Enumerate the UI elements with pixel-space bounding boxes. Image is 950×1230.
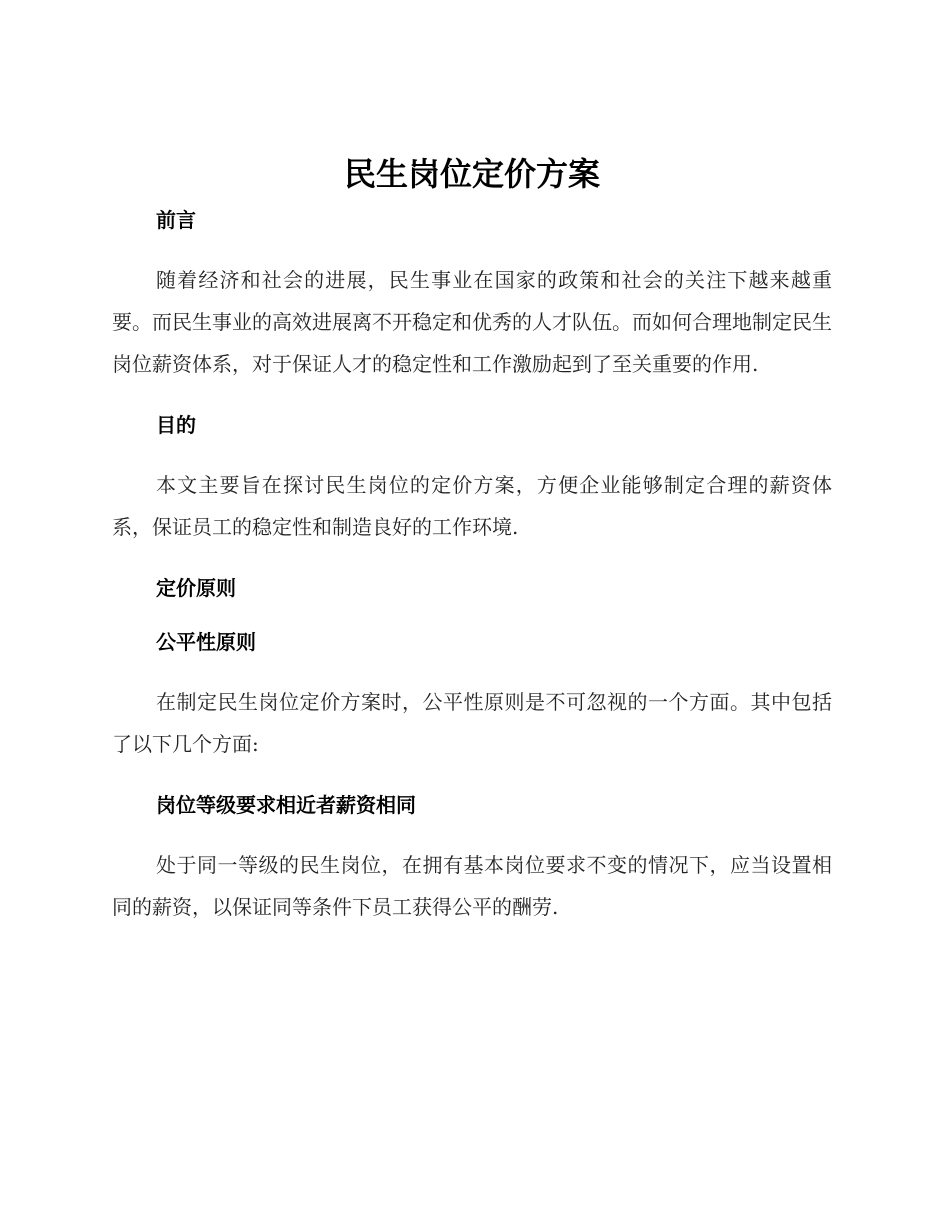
document-page: [112, 150, 832, 928]
document-title: 民生岗位定价方案: [343, 155, 600, 193]
paragraph-preface: 随着经济和社会的进展，民生事业在国家的政策和社会的关注下越来越重要。而民生事业的高效进展离不开稳定和优秀的人才队伍。而如何合理地制定民生岗位薪资体系，对于保证人才的稳定性和工作激励起到了至关重要的作用.: [112, 268, 832, 376]
section-heading-equal-pay: 岗位等级要求相近者薪资相同: [156, 793, 416, 817]
section-heading-fairness-principle: 公平性原则: [156, 630, 256, 654]
paragraph-purpose: 本文主要旨在探讨民生岗位的定价方案，方便企业能够制定合理的薪资体系，保证员工的稳定性和制造良好的工作环境.: [112, 473, 832, 539]
paragraph-fairness: 在制定民生岗位定价方案时，公平性原则是不可忽视的一个方面。其中包括了以下几个方面:: [112, 690, 832, 756]
paragraph-equal-pay: 处于同一等级的民生岗位，在拥有基本岗位要求不变的情况下，应当设置相同的薪资，以保证同等条件下员工获得公平的酬劳.: [112, 853, 832, 919]
section-heading-preface: 前言: [156, 208, 196, 232]
section-heading-pricing-principles: 定价原则: [156, 576, 236, 600]
section-heading-purpose: 目的: [156, 413, 196, 437]
